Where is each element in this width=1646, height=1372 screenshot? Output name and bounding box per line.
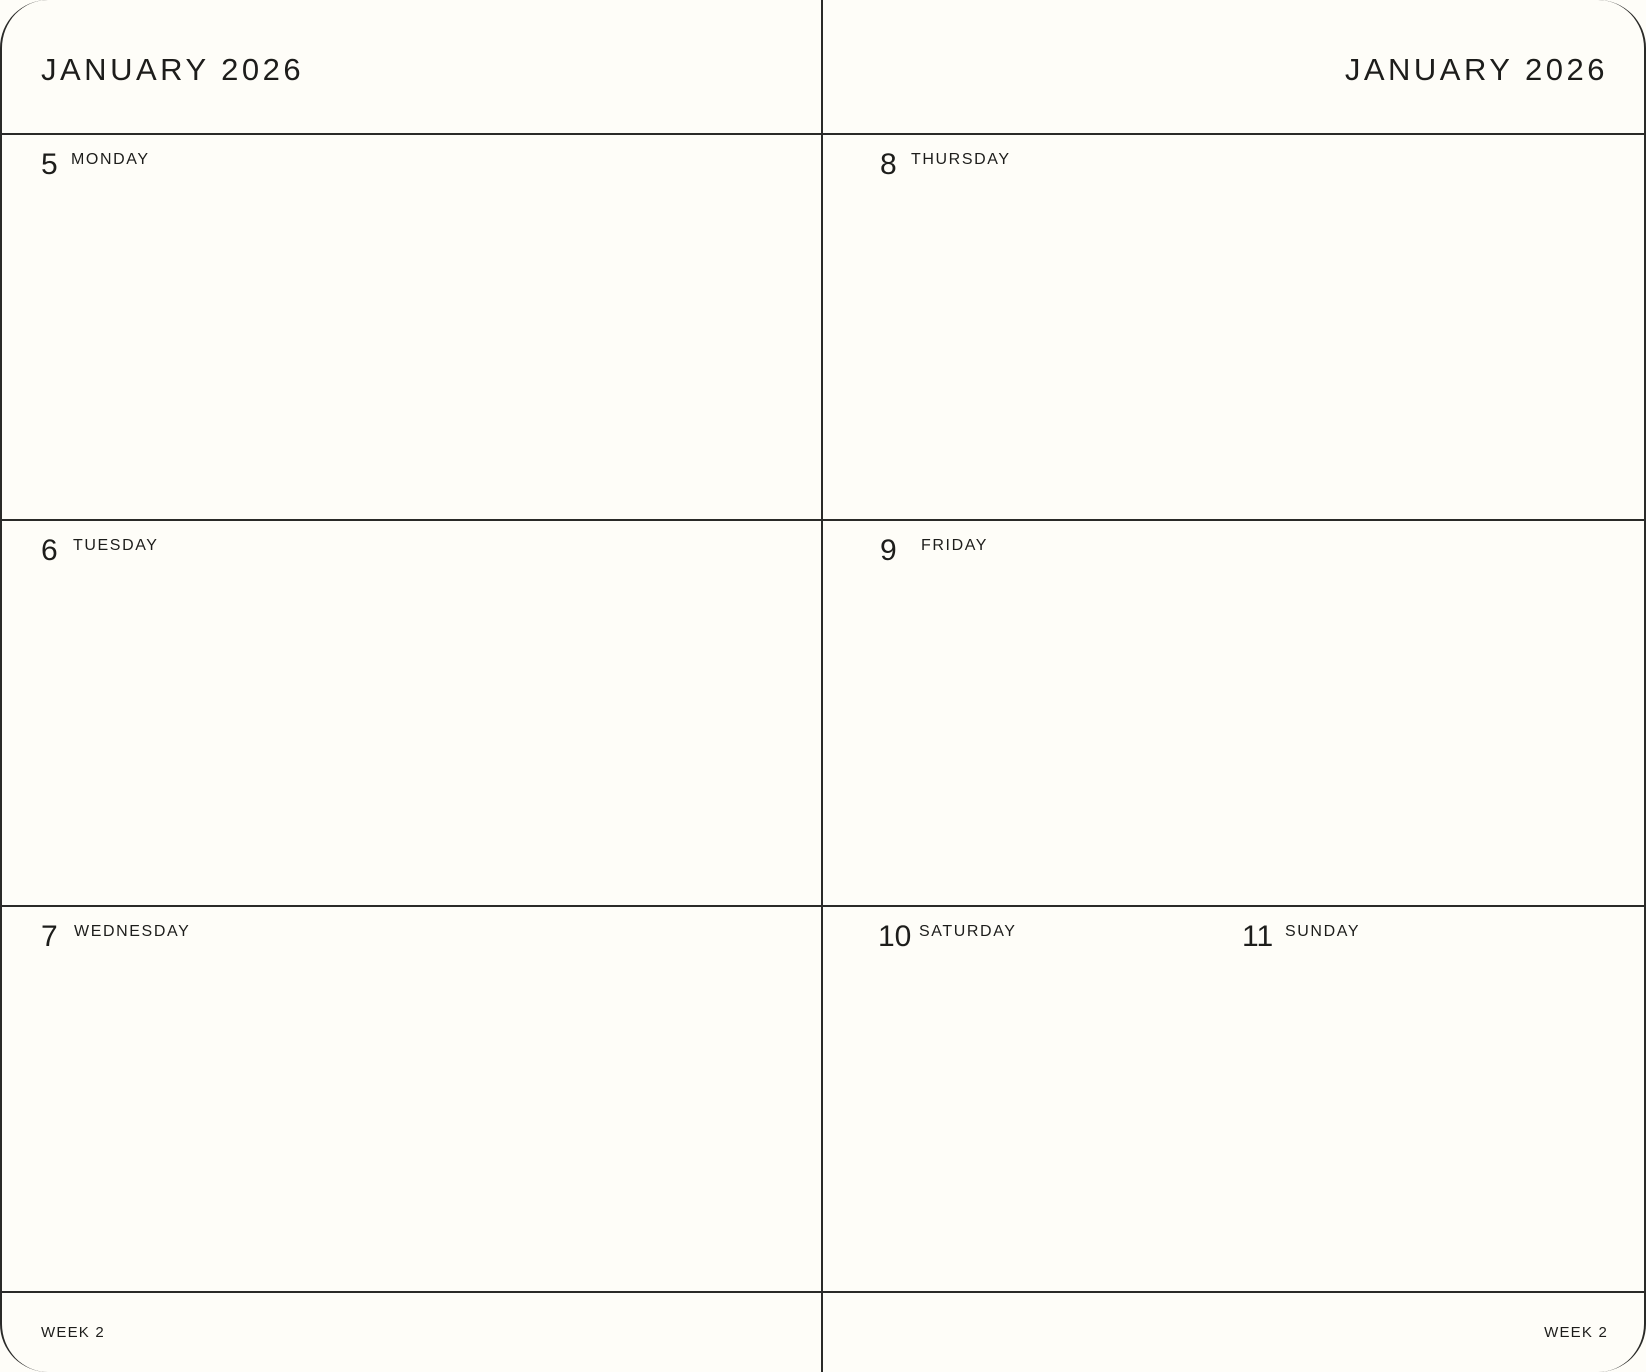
day-name: THURSDAY	[911, 151, 1011, 168]
day-cell-thursday[interactable]	[823, 135, 1646, 519]
day-name: WEDNESDAY	[74, 923, 191, 940]
day-name: FRIDAY	[921, 537, 989, 554]
left-week-label: WEEK 2	[41, 1324, 105, 1341]
day-number: 5	[41, 148, 58, 181]
day-number: 10	[878, 920, 912, 953]
day-name: MONDAY	[71, 151, 150, 168]
day-number: 8	[880, 148, 897, 181]
day-cell-tuesday[interactable]	[0, 521, 821, 905]
day-cell-wednesday[interactable]	[0, 907, 821, 1291]
day-number: 11	[1242, 920, 1274, 953]
day-cell-monday[interactable]	[0, 135, 821, 519]
day-cell-sunday[interactable]	[1187, 907, 1646, 1291]
right-month-title: JANUARY 2026	[1344, 52, 1608, 87]
left-month-title: JANUARY 2026	[41, 52, 305, 87]
day-number: 6	[41, 534, 58, 567]
day-name: TUESDAY	[73, 537, 159, 554]
day-number: 7	[41, 920, 58, 953]
day-name: SATURDAY	[919, 923, 1017, 940]
day-name: SUNDAY	[1285, 923, 1361, 940]
day-cell-saturday[interactable]	[823, 907, 1187, 1291]
day-cell-friday[interactable]	[823, 521, 1646, 905]
right-week-label: WEEK 2	[1544, 1324, 1608, 1341]
footer-divider	[0, 1291, 1646, 1293]
day-number: 9	[880, 534, 897, 567]
